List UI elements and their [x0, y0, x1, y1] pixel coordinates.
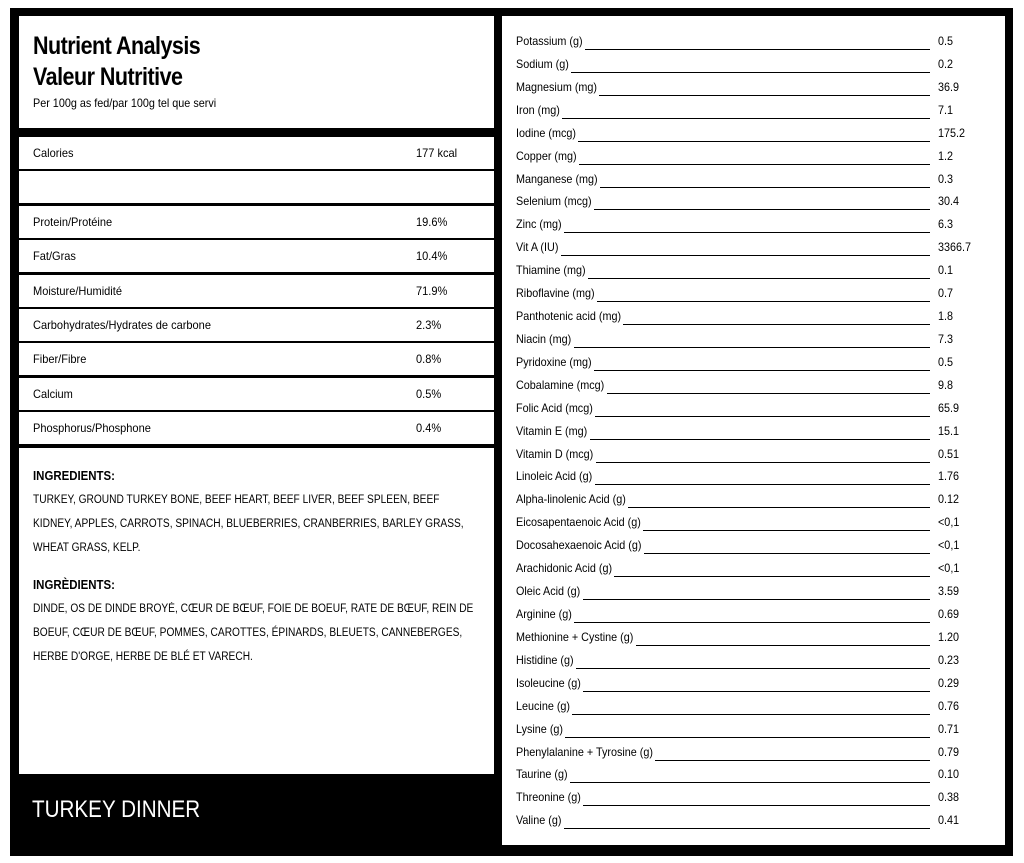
nutrient-value: 0.5 [938, 354, 954, 369]
leader-line [599, 95, 930, 96]
leader-line [595, 484, 930, 485]
serving-subtitle: Per 100g as fed/par 100g tel que servi [33, 96, 217, 110]
nutrient-value: 3.59 [938, 584, 960, 599]
nutrient-value: 175.2 [938, 125, 966, 140]
nutrient-row [516, 469, 986, 489]
nutrient-label: Arachidonic Acid (g) [516, 561, 613, 576]
leader-line [590, 439, 930, 440]
leader-line [561, 255, 930, 256]
analysis-value: 0.5% [416, 387, 442, 401]
nutrient-label: Iron (mg) [516, 102, 560, 117]
leader-line [636, 645, 930, 646]
leader-line [579, 164, 930, 165]
analysis-value: 0.8% [416, 352, 442, 366]
nutrient-label: Methionine + Cystine (g) [516, 629, 634, 644]
nutrient-row [516, 378, 986, 398]
nutrient-row [516, 790, 986, 810]
nutrient-label: Pyridoxine (mg) [516, 354, 592, 369]
nutrient-label: Selenium (mcg) [516, 194, 592, 209]
nutrient-label: Manganese (mg) [516, 171, 598, 186]
analysis-row [19, 309, 494, 341]
nutrient-value: 65.9 [938, 400, 960, 415]
nutrient-row [516, 149, 986, 169]
nutrient-value: 1.8 [938, 309, 954, 324]
leader-line [583, 691, 930, 692]
nutrient-value: 9.8 [938, 377, 954, 392]
nutrient-row [516, 699, 986, 719]
nutrient-row [516, 767, 986, 787]
nutrient-row [516, 813, 986, 833]
leader-line [585, 49, 930, 50]
nutrient-row [516, 309, 986, 329]
leader-line [583, 599, 930, 600]
nutrient-value: 1.76 [938, 469, 960, 484]
nutrient-value: 0.3 [938, 171, 954, 186]
nutrient-label: Vitamin D (mcg) [516, 446, 594, 461]
nutrient-row [516, 745, 986, 765]
ingredients-heading-en: INGREDIENTS: [33, 468, 115, 483]
analysis-row-empty [19, 171, 494, 203]
leader-line [607, 393, 930, 394]
analysis-row [19, 206, 494, 238]
nutrient-value: 0.76 [938, 698, 960, 713]
nutrient-label: Oleic Acid (g) [516, 584, 581, 599]
analysis-row [19, 378, 494, 410]
leader-line [595, 416, 930, 417]
leader-line [578, 141, 930, 142]
analysis-value: 10.4% [416, 249, 448, 263]
nutrient-label: Magnesium (mg) [516, 79, 598, 94]
nutrient-value: 0.38 [938, 790, 960, 805]
leader-line [594, 209, 930, 210]
nutrient-value: 1.2 [938, 148, 954, 163]
nutrient-panel [502, 16, 1005, 845]
analysis-label: Phosphorus/Phosphone [33, 421, 151, 435]
nutrient-row [516, 355, 986, 375]
leader-line [572, 714, 930, 715]
analysis-label: Calcium [33, 387, 73, 401]
leader-line [597, 301, 930, 302]
analysis-label: Carbohydrates/Hydrates de carbone [33, 318, 211, 332]
nutrient-label: Valine (g) [516, 813, 562, 828]
analysis-value: 71.9% [416, 284, 448, 298]
nutrient-label: Cobalamine (mcg) [516, 377, 605, 392]
nutrient-value: 0.2 [938, 56, 954, 71]
leader-line [644, 553, 930, 554]
nutrient-label: Vit A (IU) [516, 240, 559, 255]
nutrient-row [516, 286, 986, 306]
nutrient-row [516, 332, 986, 352]
nutrient-label: Leucine (g) [516, 698, 571, 713]
analysis-row [19, 343, 494, 375]
leader-line [576, 668, 930, 669]
nutrient-row [516, 57, 986, 77]
nutrient-row [516, 401, 986, 421]
analysis-value: 19.6% [416, 215, 448, 229]
analysis-row [19, 137, 494, 169]
nutrient-label: Threonine (g) [516, 790, 581, 805]
nutrient-row [516, 561, 986, 581]
nutrient-label: Iodine (mcg) [516, 125, 577, 140]
leader-line [574, 347, 930, 348]
nutrient-row [516, 630, 986, 650]
nutrient-row [516, 240, 986, 260]
nutrient-value: 0.79 [938, 744, 960, 759]
nutrient-value: 0.51 [938, 446, 960, 461]
analysis-value: 2.3% [416, 318, 442, 332]
nutrient-value: <0,1 [938, 515, 960, 530]
leader-line [596, 462, 930, 463]
nutrient-row [516, 103, 986, 123]
nutrient-label: Isoleucine (g) [516, 675, 581, 690]
nutrient-value: 1.20 [938, 629, 960, 644]
ingredients-text-en: TURKEY, GROUND TURKEY BONE, BEEF HEART, BEEF LIVER, BEEF SPLEEN, BEEF KIDNEY, APPLES, CARROTS, SPINACH, BLUEBERRIES, CRANBERRIES, BARLEY GRASS, WHEAT GRASS, KELP. [33, 494, 464, 554]
nutrient-value: 0.71 [938, 721, 960, 736]
analysis-value: 177 kcal [416, 146, 458, 160]
nutrient-value: 0.10 [938, 767, 960, 782]
nutrient-row [516, 538, 986, 558]
product-name: TURKEY DINNER [32, 796, 201, 823]
nutrient-value: <0,1 [938, 538, 960, 553]
nutrient-label: Lysine (g) [516, 721, 564, 736]
leader-line [588, 278, 930, 279]
analysis-label: Fiber/Fibre [33, 352, 87, 366]
nutrient-value: 0.5 [938, 34, 954, 48]
nutrient-label: Riboflavine (mg) [516, 286, 595, 301]
analysis-label: Fat/Gras [33, 249, 76, 263]
nutrient-value: 0.69 [938, 607, 960, 621]
analysis-value: 0.4% [416, 421, 442, 435]
nutrient-row [516, 447, 986, 467]
leader-line [564, 232, 930, 233]
nutrient-row [516, 424, 986, 444]
nutrient-label: Histidine (g) [516, 652, 574, 667]
leader-line [562, 118, 930, 119]
nutrient-label: Niacin (mg) [516, 331, 572, 346]
leader-line [643, 530, 930, 531]
nutrient-label: Potassium (g) [516, 34, 583, 48]
leader-line [614, 576, 930, 577]
nutrient-value: 30.4 [938, 194, 960, 209]
nutrient-row [516, 80, 986, 100]
nutrient-row [516, 34, 986, 54]
nutrient-row [516, 217, 986, 237]
leader-line [570, 782, 930, 783]
analysis-row [19, 240, 494, 272]
title-en: Nutrient Analysis [33, 32, 201, 60]
leader-line [565, 737, 930, 738]
nutrient-value: <0,1 [938, 561, 960, 576]
nutrient-label: Zinc (mg) [516, 217, 562, 232]
analysis-label: Calories [33, 146, 74, 160]
nutrient-label: Arginine (g) [516, 607, 572, 621]
nutrient-row [516, 194, 986, 214]
ingredients-text-fr: DINDE, OS DE DINDE BROYÉ, CŒUR DE BŒUF, FOIE DE BOEUF, RATE DE BŒUF, REIN DE BOEUF, CŒUR DE BŒUF, POMMES, CAROTTES, ÉPINARDS, BLEUETS, CANNEBERGES, HERBE D'ORGE, HERBE DE BLÉ ET VARECH. [33, 603, 474, 663]
nutrient-value: 7.1 [938, 102, 954, 117]
nutrient-label: Copper (mg) [516, 148, 577, 163]
nutrient-row [516, 584, 986, 604]
nutrient-value: 15.1 [938, 423, 960, 438]
nutrient-value: 0.7 [938, 286, 954, 301]
nutrient-label: Alpha-linolenic Acid (g) [516, 492, 626, 507]
nutrient-value: 6.3 [938, 217, 954, 232]
nutrient-row [516, 126, 986, 146]
nutrient-value: 36.9 [938, 79, 960, 94]
nutrient-label: Panthotenic acid (mg) [516, 309, 622, 324]
analysis-row [19, 412, 494, 444]
nutrient-label: Linoleic Acid (g) [516, 469, 593, 484]
nutrient-label: Folic Acid (mcg) [516, 400, 593, 415]
leader-line [571, 72, 930, 73]
analysis-label: Moisture/Humidité [33, 284, 122, 298]
nutrient-row [516, 607, 986, 627]
leader-line [623, 324, 930, 325]
nutrient-label: Eicosapentaenoic Acid (g) [516, 515, 641, 530]
leader-line [594, 370, 930, 371]
nutrient-value: 0.41 [938, 813, 960, 828]
nutrient-value: 7.3 [938, 331, 954, 346]
nutrient-label: Thiamine (mg) [516, 263, 586, 278]
analysis-label: Protein/Protéine [33, 215, 113, 229]
title-fr: Valeur Nutritive [33, 63, 183, 91]
analysis-row [19, 275, 494, 307]
leader-line [600, 187, 930, 188]
leader-line [583, 805, 930, 806]
nutrient-row [516, 172, 986, 192]
nutrient-row [516, 676, 986, 696]
nutrient-value: 0.1 [938, 263, 954, 278]
nutrient-row [516, 722, 986, 742]
nutrient-row [516, 492, 986, 512]
nutrient-label: Docosahexaenoic Acid (g) [516, 538, 642, 553]
nutrient-value: 3366.7 [938, 240, 972, 255]
ingredients-heading-fr: INGRÈDIENTS: [33, 577, 115, 592]
ingredients-panel [19, 448, 494, 774]
nutrient-value: 0.29 [938, 675, 960, 690]
nutrient-row [516, 263, 986, 283]
nutrient-label: Sodium (g) [516, 56, 569, 71]
nutrient-value: 0.23 [938, 652, 960, 667]
nutrient-label: Phenylalanine + Tyrosine (g) [516, 744, 653, 759]
nutrient-row [516, 653, 986, 673]
leader-line [655, 760, 930, 761]
nutrient-row [516, 515, 986, 535]
nutrient-label: Taurine (g) [516, 767, 568, 782]
nutrient-value: 0.12 [938, 492, 960, 507]
nutrient-label: Vitamin E (mg) [516, 423, 588, 438]
leader-line [574, 622, 930, 623]
leader-line [628, 507, 930, 508]
header-panel [19, 16, 494, 128]
leader-line [564, 828, 930, 829]
